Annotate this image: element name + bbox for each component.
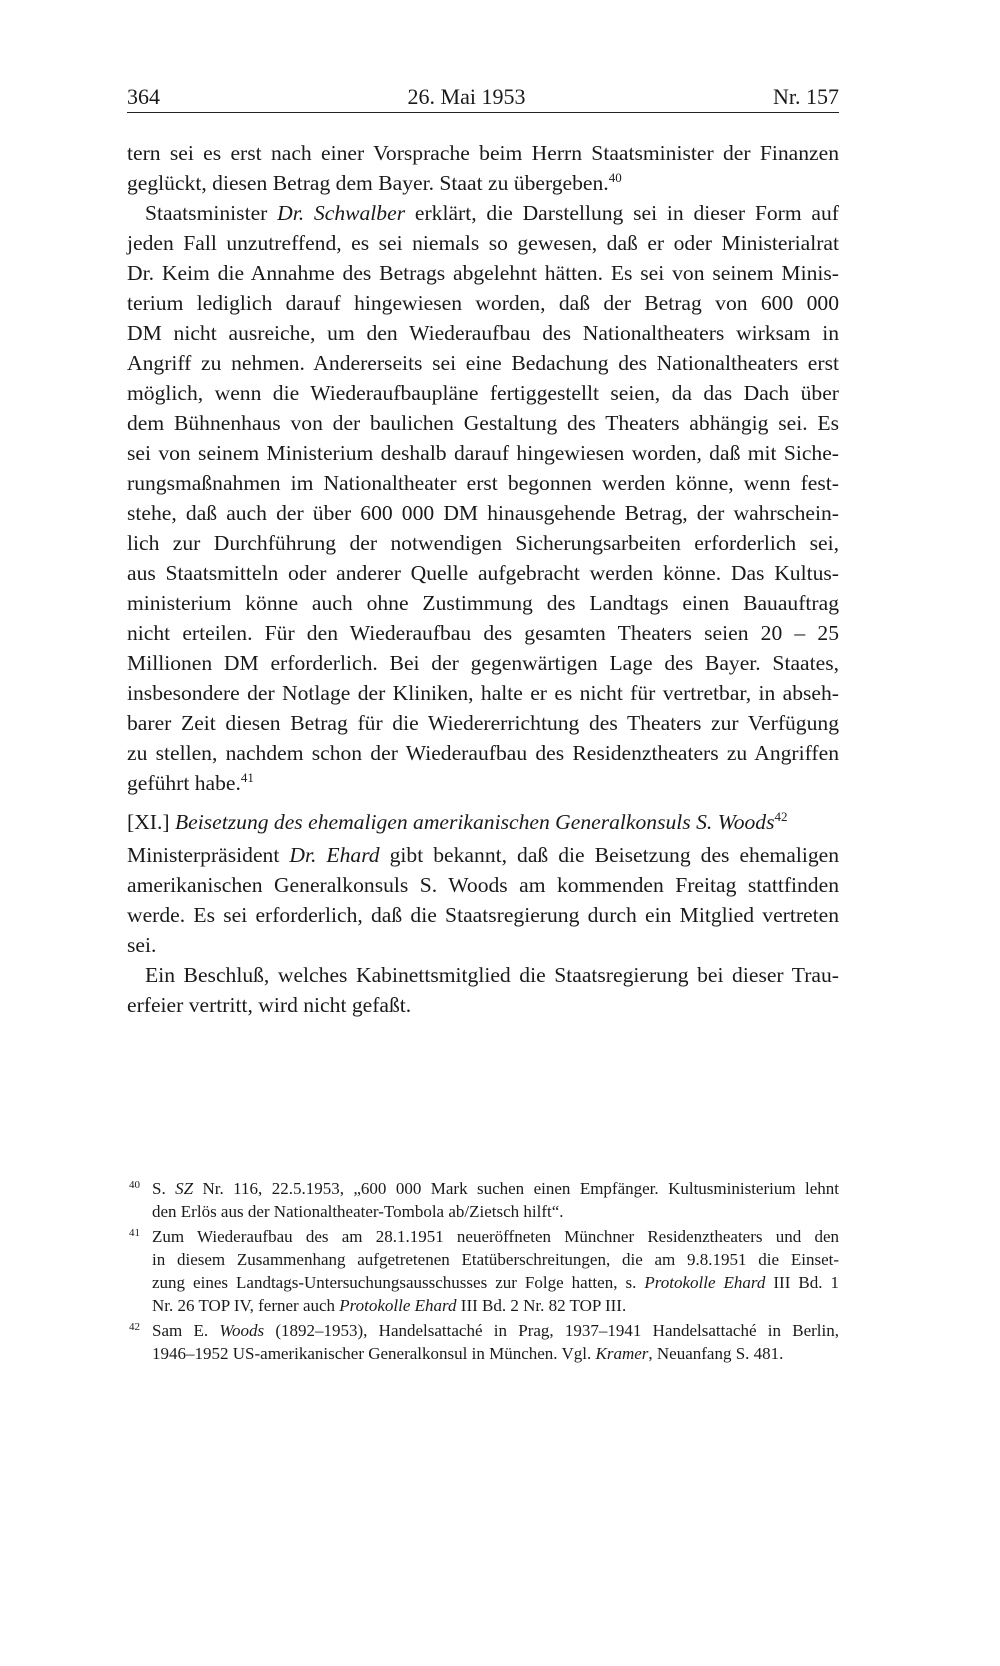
footnote-line (152, 1319, 839, 1342)
text-span: (1892–1953), Handelsattaché in Prag, 1937–1941 Handelsattaché in Berlin, (264, 1321, 839, 1340)
footnote-line (152, 1342, 839, 1365)
footnote-ref-42[interactable]: 42 (774, 809, 788, 824)
text-line: Dr. Keim die Annahme des Betrags abgelehnt hätten. Es sei von seinem Minis- (127, 261, 839, 285)
footnote-number: 41 (129, 1227, 140, 1239)
section-title: Beisetzung des ehemaligen amerikanischen Generalkonsuls S. Woods (169, 810, 775, 834)
text-line: sei. (127, 933, 157, 957)
paragraph-continuation (127, 138, 839, 198)
text-span: geführt habe. (127, 771, 241, 795)
text-line: insbesondere der Notlage der Kliniken, halte er es nicht für vertretbar, in abseh- (127, 681, 839, 705)
text-line: terium lediglich darauf hingewiesen worden, daß der Betrag von 600 000 (127, 291, 839, 315)
person-name: Dr. Ehard (289, 843, 380, 867)
text-line: werde. Es sei erforderlich, daß die Staatsregierung durch ein Mitglied vertreten (127, 903, 839, 927)
text-span: Sam E. (152, 1321, 220, 1340)
text-span: erklärt, die Darstellung sei in dieser Form auf (405, 201, 839, 225)
footnote-line: Zum Wiederaufbau des am 28.1.1951 neueröffneten Münchner Residenztheaters und den (152, 1227, 839, 1246)
text-line: stehe, daß auch der über 600 000 DM hinausgehende Betrag, der wahrschein- (127, 501, 839, 525)
paragraph-ehard (127, 840, 839, 960)
text-line (127, 168, 839, 198)
text-span: Nr. 116, 22.5.1953, „600 000 Mark suchen einen Empfänger. Kultusministerium lehnt (193, 1179, 839, 1198)
source-name: Protokolle Ehard (339, 1296, 457, 1315)
text-line: rungsmaßnahmen im Nationaltheater erst begonnen werden könne, wenn fest- (127, 471, 839, 495)
text-line: DM nicht ausreiche, um den Wiederaufbau des Nationaltheaters wirksam in (127, 321, 839, 345)
text-line: zu stellen, nachdem schon der Wiederaufbau des Residenztheaters zu Angriffen (127, 741, 839, 765)
paragraph-decision (127, 960, 839, 1020)
footnote-number: 42 (129, 1321, 140, 1333)
text-line: amerikanischen Generalkonsuls S. Woods am kommenden Freitag stattfinden (127, 873, 839, 897)
person-name: Dr. Schwalber (277, 201, 406, 225)
main-text (127, 138, 839, 1020)
footnote-line: in diesem Zusammenhang aufgetretenen Etatüberschreitungen, die am 9.8.1951 die Einset- (152, 1250, 839, 1269)
source-name: Kramer (595, 1344, 649, 1363)
text-line: tern sei es erst nach einer Vorsprache beim Herrn Staatsminister der Finanzen (127, 141, 839, 165)
running-header (127, 80, 839, 113)
source-name: Protokolle Ehard (644, 1273, 766, 1292)
footnote-ref-40[interactable]: 40 (608, 170, 622, 185)
text-line (127, 198, 839, 228)
text-span: III Bd. 1 (765, 1273, 839, 1292)
paragraph-schwalber (127, 198, 839, 798)
section-heading (127, 807, 839, 837)
footnote-line (152, 1294, 839, 1317)
text-line: dem Bühnenhaus von der baulichen Gestaltung des Theaters abhängig sei. Es (127, 411, 839, 435)
footnote-line (152, 1271, 839, 1294)
text-span: Nr. 26 TOP IV, ferner auch (152, 1296, 340, 1315)
text-line: jeden Fall unzutreffend, es sei niemals so gewesen, daß er oder Ministerialrat (127, 231, 839, 255)
text-line: möglich, wenn die Wiederaufbaupläne fertiggestellt seien, da das Dach über (127, 381, 839, 405)
text-line: erfeier vertritt, wird nicht gefaßt. (127, 993, 412, 1017)
text-span: Ministerpräsident (127, 843, 290, 867)
text-line: Ein Beschluß, welches Kabinettsmitglied die Staatsregierung bei dieser Trau- (145, 963, 839, 987)
footnote-number: 40 (129, 1179, 140, 1191)
footnote-41 (127, 1225, 839, 1317)
text-span: III Bd. 2 Nr. 82 TOP III. (456, 1296, 627, 1315)
text-span: Staatsminister (145, 201, 278, 225)
text-line: Angriff zu nehmen. Andererseits sei eine Bedachung des Nationaltheaters erst (127, 351, 839, 375)
footnotes (127, 1177, 839, 1367)
text-span: geglückt, diesen Betrag dem Bayer. Staat zu übergeben. (127, 171, 609, 195)
document-number: Nr. 157 (772, 84, 839, 109)
heading-line (127, 807, 839, 837)
text-span: , Neuanfang S. 481. (648, 1344, 784, 1363)
text-line: sei von seinem Ministerium deshalb darauf hingewiesen worden, daß mit Siche- (127, 441, 839, 465)
footnote-ref-41[interactable]: 41 (240, 770, 254, 785)
text-line (127, 840, 839, 870)
section-number: [XI.] (127, 810, 170, 834)
text-span: gibt bekannt, daß die Beisetzung des ehemaligen (379, 843, 839, 867)
person-name: Woods (219, 1321, 265, 1340)
text-line (127, 768, 839, 798)
footnote-40 (127, 1177, 839, 1223)
page-number: 364 (127, 84, 160, 109)
footnote-42 (127, 1319, 839, 1365)
text-span: zung eines Landtags-Untersuchungsausschusses zur Folge hatten, s. (152, 1273, 645, 1292)
text-line: Millionen DM erforderlich. Bei der gegenwärtigen Lage des Bayer. Staates, (127, 651, 839, 675)
footnote-line (152, 1177, 839, 1200)
text-line: ministerium könne auch ohne Zustimmung des Landtags einen Bauauftrag (127, 591, 839, 615)
header-date: 26. Mai 1953 (407, 84, 526, 109)
footnote-line: den Erlös aus der Nationaltheater-Tombola ab/Zietsch hilft“. (152, 1202, 564, 1221)
text-span: 1946–1952 US-amerikanischer Generalkonsul in München. Vgl. (152, 1344, 596, 1363)
text-line: aus Staatsmitteln oder anderer Quelle aufgebracht werden könne. Das Kultus- (127, 561, 839, 585)
text-span: S. (152, 1179, 176, 1198)
text-line: lich zur Durchführung der notwendigen Sicherungsarbeiten erforderlich sei, (127, 531, 839, 555)
source-name: SZ (175, 1179, 194, 1198)
text-line: nicht erteilen. Für den Wiederaufbau des gesamten Theaters seien 20 – 25 (127, 621, 839, 645)
text-line: barer Zeit diesen Betrag für die Wiedererrichtung des Theaters zur Verfügung (127, 711, 839, 735)
